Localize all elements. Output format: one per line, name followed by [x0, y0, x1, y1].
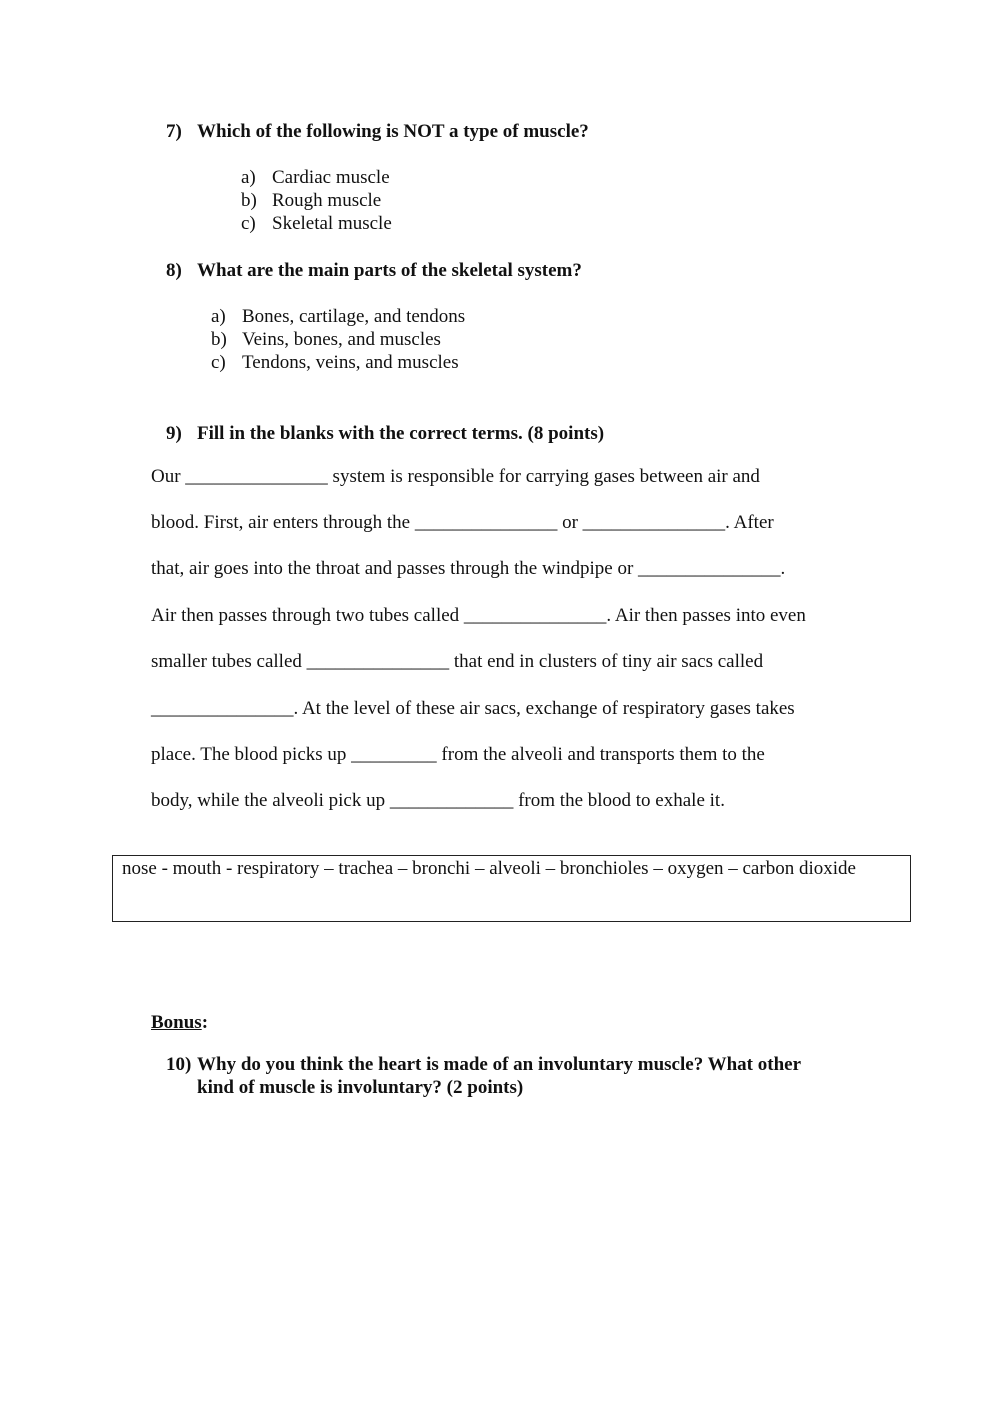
bonus-heading: [151, 1012, 208, 1034]
question-9-text: Fill in the blanks with the correct terms. (8 points): [197, 423, 605, 444]
question-8-text: What are the main parts of the skeletal system?: [197, 260, 582, 281]
fill-blank-line-2: blood. First, air enters through the _______________ or _______________. After: [151, 512, 774, 533]
q8-option-b-text: Veins, bones, and muscles: [242, 329, 441, 350]
question-8-number: 8): [166, 260, 182, 281]
q7-option-c-text: Skeletal muscle: [272, 213, 392, 234]
question-10-text-line-1: Why do you think the heart is made of an involuntary muscle? What other: [197, 1054, 802, 1075]
fill-blank-line-7: place. The blood picks up _________ from the alveoli and transports them to the: [151, 744, 765, 765]
question-7-text: Which of the following is NOT a type of muscle?: [197, 121, 589, 142]
q7-option-b-letter: b): [241, 190, 257, 211]
fill-blank-line-6: _______________. At the level of these air sacs, exchange of respiratory gases takes: [151, 698, 795, 719]
fill-blank-line-4: Air then passes through two tubes called _______________. Air then passes into even: [151, 605, 806, 626]
question-10-number: 10): [166, 1054, 192, 1075]
q8-option-a-letter: a): [211, 306, 226, 327]
question-7-number: 7): [166, 121, 182, 142]
q7-option-b-text: Rough muscle: [272, 190, 382, 211]
q7-option-a-letter: a): [241, 167, 256, 188]
bonus-label: Bonus: [151, 1012, 202, 1033]
q8-option-c-letter: c): [211, 352, 226, 373]
question-10-text-line-2: kind of muscle is involuntary? (2 points): [197, 1077, 524, 1098]
word-bank-text: nose - mouth - respiratory – trachea – bronchi – alveoli – bronchioles – oxygen – carbon dioxide: [122, 858, 856, 879]
bonus-colon: :: [201, 1012, 209, 1033]
q8-option-c-text: Tendons, veins, and muscles: [242, 352, 459, 373]
fill-blank-line-3: that, air goes into the throat and passes through the windpipe or _______________.: [151, 558, 786, 579]
q8-option-a-text: Bones, cartilage, and tendons: [242, 306, 466, 327]
q7-option-c-letter: c): [241, 213, 256, 234]
word-bank-box: [112, 855, 911, 922]
question-9-number: 9): [166, 423, 182, 444]
fill-blank-line-5: smaller tubes called _______________ that end in clusters of tiny air sacs called: [151, 651, 764, 672]
q7-option-a-text: Cardiac muscle: [272, 167, 390, 188]
q8-option-b-letter: b): [211, 329, 227, 350]
fill-blank-line-8: body, while the alveoli pick up _____________ from the blood to exhale it.: [151, 790, 725, 811]
fill-blank-line-1: Our _______________ system is responsible for carrying gases between air and: [151, 466, 760, 487]
